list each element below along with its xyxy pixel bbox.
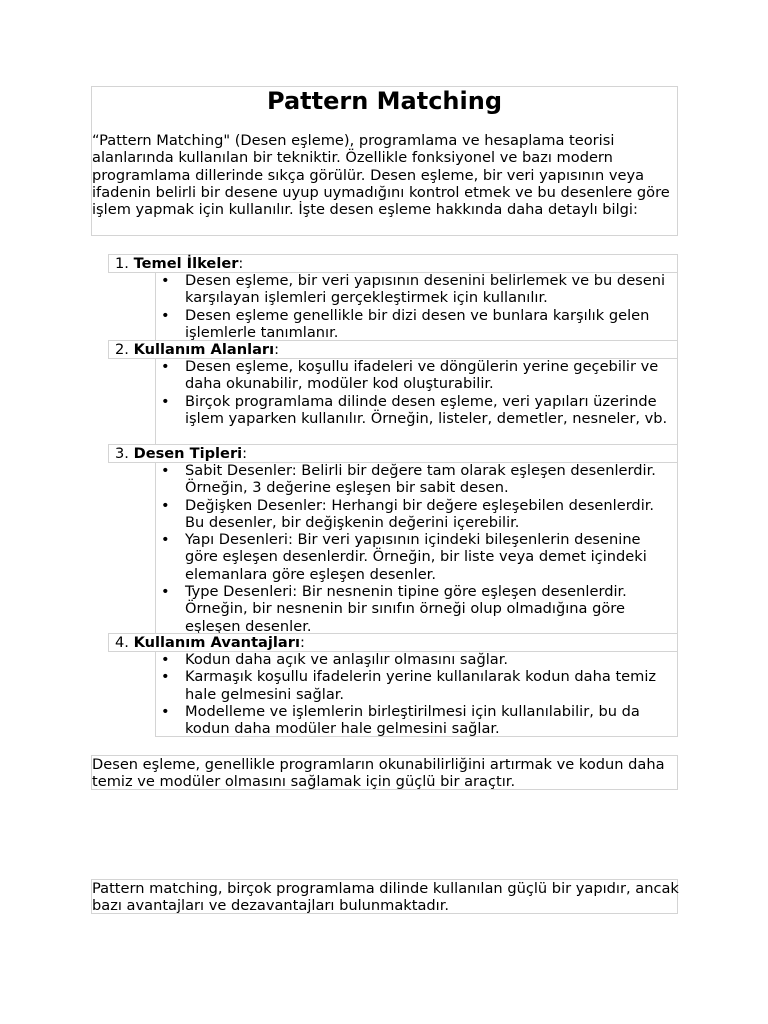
bullet-icon: • <box>161 462 170 479</box>
list-item <box>156 668 677 703</box>
section-list-kullanim-alanlari <box>155 358 678 445</box>
list-item <box>156 272 677 307</box>
list-item-text: Desen eşleme genellikle bir dizi desen ve bunlara karşılık gelen işlemlerle tanımlanır. <box>185 306 650 341</box>
section-title: Desen Tipleri <box>133 445 243 462</box>
section-number: 3. <box>115 445 129 462</box>
section-title: Kullanım Alanları <box>133 341 275 358</box>
section-heading-desen-tipleri <box>108 444 678 463</box>
list-item <box>156 358 677 393</box>
section-colon: : <box>242 445 248 462</box>
bullet-icon: • <box>161 272 170 289</box>
section-number: 1. <box>115 255 129 272</box>
bullet-icon: • <box>161 531 170 549</box>
section-heading-kullanim-alanlari <box>108 340 678 359</box>
list-item-text: Birçok programlama dilinde desen eşleme, veri yapıları üzerinde işlem yaparken kullanılır. Örneğin, listeler, demetler, nesneler, vb. <box>185 392 668 427</box>
bullet-icon: • <box>161 358 170 375</box>
bullet-icon: • <box>161 306 170 324</box>
bullet-icon: • <box>161 583 170 601</box>
list-item <box>156 462 677 497</box>
section-list-kullanim-avantajlari <box>155 651 678 737</box>
list-item-text: Kodun daha açık ve anlaşılır olmasını sağlar. <box>185 651 509 668</box>
list-item-text: Karmaşık koşullu ifadelerin yerine kullanılarak kodun daha temiz hale gelmesini sağlar. <box>185 668 657 703</box>
list-item <box>156 307 677 342</box>
section-list-desen-tipleri <box>155 462 678 634</box>
note-paragraph: Pattern matching, birçok programlama dilinde kullanılan güçlü bir yapıdır, ancak bazı avantajları ve dezavantajları bulunmaktadır. <box>92 880 679 915</box>
conclusion-paragraph: Desen eşleme, genellikle programların okunabilirliğini artırmak ve kodun daha temiz ve modüler olmasını sağlamak için güçlü bir araçtır. <box>92 756 665 791</box>
list-item-text: Desen eşleme, koşullu ifadeleri ve döngülerin yerine geçebilir ve daha okunabilir, modüler kod oluşturabilir. <box>185 358 659 393</box>
list-item <box>156 531 677 583</box>
list-item-text: Yapı Desenleri: Bir veri yapısının içindeki bileşenlerin desenine göre eşleşen desenlerdir. Örneğin, bir liste veya demet içindeki elemanlara göre eşleşen desenler. <box>185 531 647 583</box>
section-heading-temel-ilkeler <box>108 254 678 273</box>
list-item <box>156 583 677 635</box>
list-item <box>156 497 677 532</box>
bullet-icon: • <box>161 702 170 720</box>
section-heading-kullanim-avantajlari <box>108 633 678 652</box>
list-item <box>156 393 677 428</box>
bullet-icon: • <box>161 651 170 668</box>
list-item-text: Değişken Desenler: Herhangi bir değere eşleşebilen desenlerdir. Bu desenler, bir değişkenin değerini içerebilir. <box>185 496 655 531</box>
list-item-text: Type Desenleri: Bir nesnenin tipine göre eşleşen desenlerdir. Örneğin, bir nesnenin bir sınıfın örneği olup olmadığına göre eşleşen desenler. <box>185 583 627 635</box>
bullet-icon: • <box>161 668 170 686</box>
section-list-temel-ilkeler <box>155 272 678 341</box>
section-colon: : <box>238 255 244 272</box>
list-item <box>156 703 677 738</box>
section-colon: : <box>299 634 305 651</box>
section-number: 2. <box>115 341 129 358</box>
document-title: Pattern Matching <box>267 87 502 115</box>
list-item-text: Modelleme ve işlemlerin birleştirilmesi için kullanılabilir, bu da kodun daha modüler hale gelmesini sağlar. <box>185 702 640 738</box>
section-title: Kullanım Avantajları <box>133 634 300 651</box>
list-item-text: Desen eşleme, bir veri yapısının desenini belirlemek ve bu deseni karşılayan işlemleri gerçekleştirmek için kullanılır. <box>185 272 666 307</box>
list-item-text: Sabit Desenler: Belirli bir değere tam olarak eşleşen desenlerdir. Örneğin, 3 değerine eşleşen bir sabit desen. <box>185 462 656 497</box>
section-number: 4. <box>115 634 129 651</box>
bullet-icon: • <box>161 392 170 410</box>
section-title: Temel İlkeler <box>133 255 239 272</box>
intro-paragraph: “Pattern Matching" (Desen eşleme), programlama ve hesaplama teorisi alanlarında kullanılan bir tekniktir. Özellikle fonksiyonel ve bazı modern programlama dillerinde sıkça görülür. Desen eşleme, bir veri yapısının veya ifadenin belirli bir desene uyup uymadığını kontrol etmek ve bu desenlere göre işlem yapmak için kullanılır. İşte desen eşleme hakkında daha detaylı bilgi: <box>92 132 670 219</box>
list-item <box>156 651 677 668</box>
bullet-icon: • <box>161 496 170 514</box>
section-colon: : <box>274 341 280 358</box>
